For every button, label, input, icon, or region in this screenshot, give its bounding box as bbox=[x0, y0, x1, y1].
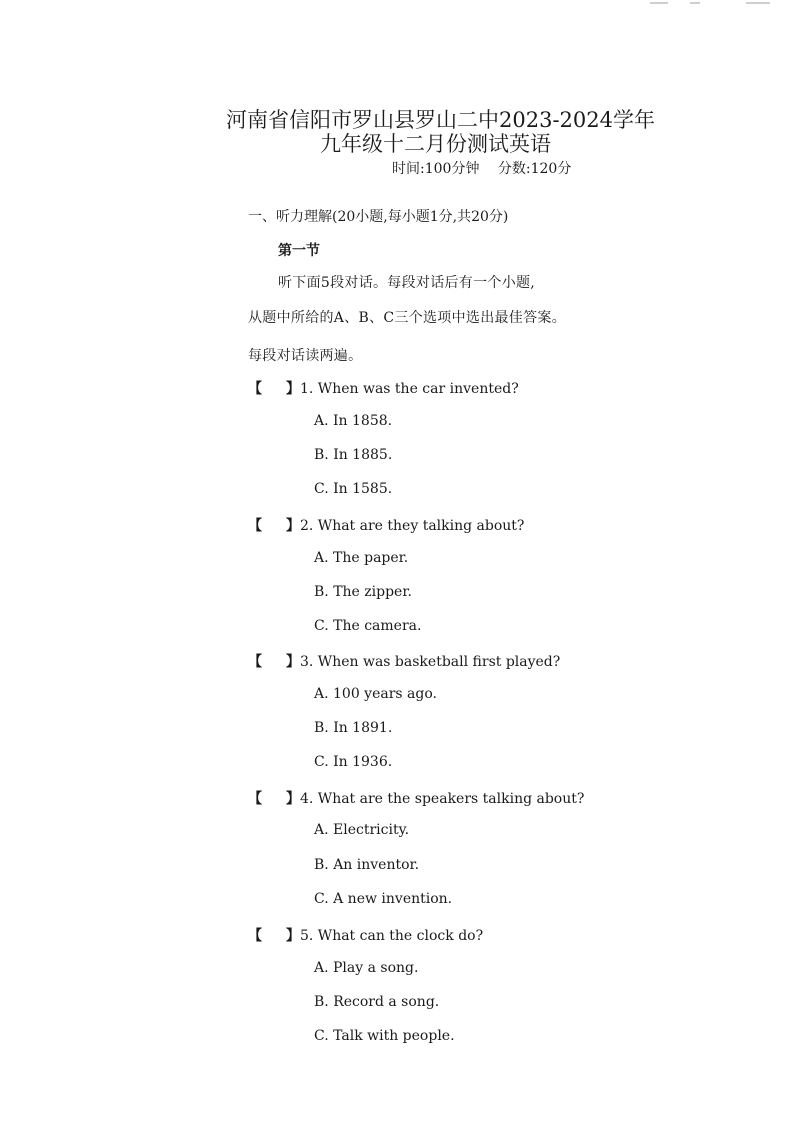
question-stem: 2. What are they talking about? bbox=[300, 518, 525, 534]
question-5 bbox=[248, 925, 483, 945]
answer-bracket-open: 【 bbox=[248, 518, 262, 534]
question-1-option-c: C. In 1585. bbox=[314, 481, 393, 497]
answer-bracket-open: 【 bbox=[248, 791, 262, 807]
exam-score: 分数:120分 bbox=[497, 161, 572, 177]
question-stem: 4. What are the speakers talking about? bbox=[300, 791, 585, 807]
exam-meta bbox=[392, 158, 585, 178]
instruction-line-1: 听下面5段对话。每段对话后有一个小题, bbox=[278, 275, 536, 291]
question-3 bbox=[248, 651, 560, 671]
question-4 bbox=[248, 788, 584, 808]
question-5-option-a: A. Play a song. bbox=[314, 960, 419, 976]
question-2-option-b: B. The zipper. bbox=[314, 584, 412, 600]
question-stem: 3. When was basketball first played? bbox=[300, 654, 561, 670]
question-4-option-a: A. Electricity. bbox=[314, 822, 410, 838]
question-3-option-a: A. 100 years ago. bbox=[314, 686, 437, 702]
question-1 bbox=[248, 378, 519, 398]
exam-title-line1: 河南省信阳市罗山县罗山二中2023-2024学年 bbox=[226, 108, 655, 132]
question-2-option-a: A. The paper. bbox=[314, 550, 409, 566]
question-1-option-b: B. In 1885. bbox=[314, 447, 393, 463]
question-2-option-c: C. The camera. bbox=[314, 618, 422, 634]
question-4-option-b: B. An inventor. bbox=[314, 857, 420, 873]
answer-bracket-close: 】 bbox=[286, 518, 300, 534]
question-stem: 1. When was the car invented? bbox=[300, 381, 519, 397]
exam-title-line2: 九年级十二月份测试英语 bbox=[320, 132, 551, 156]
answer-bracket-open: 【 bbox=[248, 381, 262, 397]
answer-bracket-close: 】 bbox=[286, 928, 300, 944]
question-2 bbox=[248, 515, 524, 535]
instruction-line-3: 每段对话读两遍。 bbox=[248, 348, 363, 364]
instruction-line-2: 从题中所给的A、B、C三个选项中选出最佳答案。 bbox=[248, 310, 567, 326]
answer-bracket-close: 】 bbox=[286, 654, 300, 670]
exam-time: 时间:100分钟 bbox=[392, 161, 480, 177]
answer-bracket-open: 【 bbox=[248, 654, 262, 670]
question-stem: 5. What can the clock do? bbox=[300, 928, 484, 944]
question-3-option-b: B. In 1891. bbox=[314, 720, 393, 736]
answer-bracket-close: 】 bbox=[286, 791, 300, 807]
scan-artifact bbox=[650, 0, 790, 6]
part-heading: 第一节 bbox=[278, 243, 320, 259]
question-3-option-c: C. In 1936. bbox=[314, 754, 393, 770]
question-1-option-a: A. In 1858. bbox=[314, 413, 393, 429]
answer-bracket-open: 【 bbox=[248, 928, 262, 944]
question-5-option-c: C. Talk with people. bbox=[314, 1028, 455, 1044]
question-4-option-c: C. A new invention. bbox=[314, 891, 453, 907]
section-heading: 一、听力理解(20小题,每小题1分,共20分) bbox=[248, 209, 509, 225]
answer-bracket-close: 】 bbox=[286, 381, 300, 397]
question-5-option-b: B. Record a song. bbox=[314, 994, 440, 1010]
